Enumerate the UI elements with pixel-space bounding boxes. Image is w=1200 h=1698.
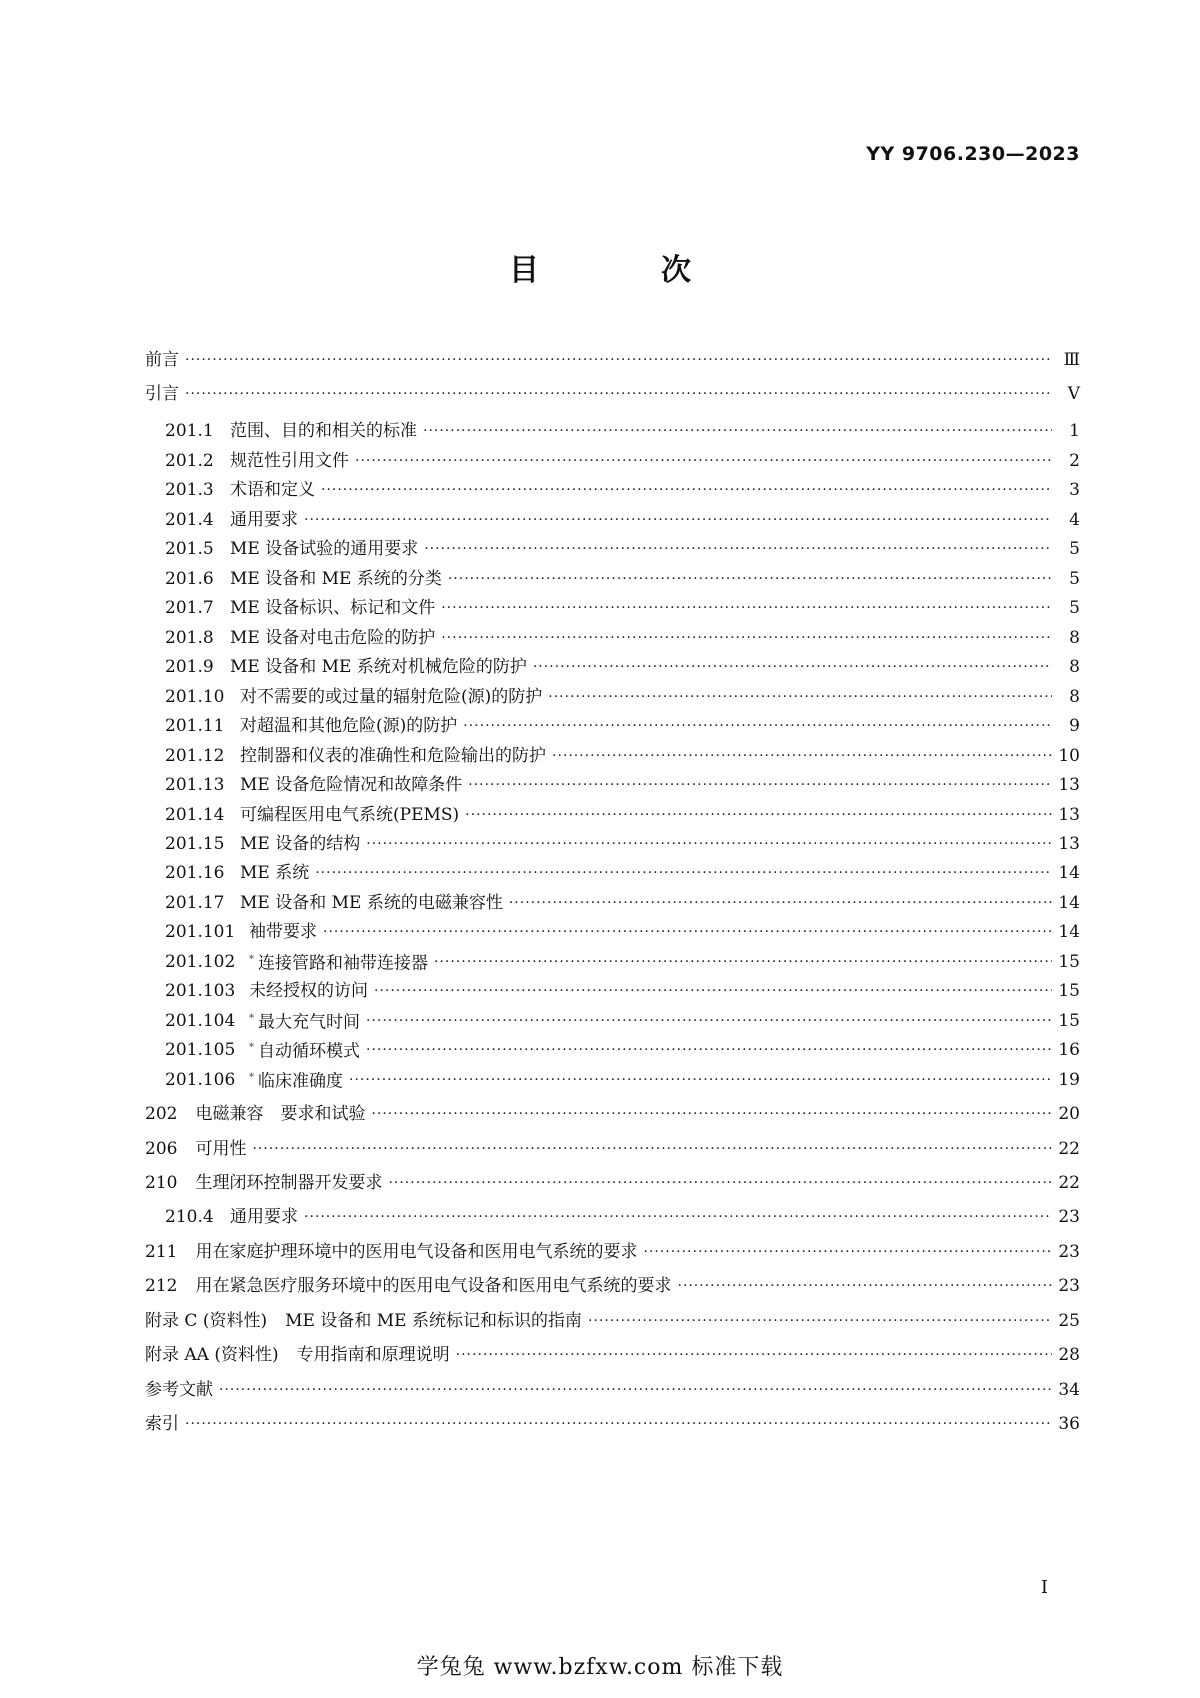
toc-entry[interactable]: [165, 829, 1080, 859]
toc-entry[interactable]: [165, 947, 1080, 977]
toc-entry-title: [145, 1409, 179, 1439]
toc-entry-title: [230, 593, 435, 623]
toc-entry-text: 对超温和其他危险(源)的防护: [240, 716, 458, 736]
toc-entry-title: [145, 379, 179, 409]
toc-entry-page: 8: [1069, 687, 1080, 707]
toc-entry-title: [230, 416, 417, 446]
toc-entry-page: 23: [1058, 1207, 1080, 1227]
toc-entry-page: 10: [1058, 746, 1080, 766]
toc-entry-text: 生理闭环控制器开发要求: [195, 1173, 383, 1193]
toc-entry-page: 28: [1058, 1345, 1080, 1365]
dot-leader: [304, 505, 1052, 535]
dot-leader: [323, 917, 1052, 947]
toc-entry-page: 16: [1058, 1040, 1080, 1060]
toc-entry-title: [195, 1168, 382, 1198]
toc-entry-number: 201.13: [165, 775, 225, 795]
toc-entry-text: 通用要求: [230, 1207, 298, 1227]
toc-entry[interactable]: [145, 1134, 1080, 1164]
toc-entry[interactable]: [165, 1065, 1080, 1095]
toc-entry-number: 201.8: [165, 628, 214, 648]
toc-entry[interactable]: [165, 1006, 1080, 1036]
toc-entry-title: [230, 564, 442, 594]
toc-entry[interactable]: [165, 593, 1080, 623]
dot-leader: [315, 858, 1052, 888]
toc-entry-text: 引言: [145, 384, 179, 404]
toc-entry-page: 3: [1069, 480, 1080, 500]
toc-entry-text: 用在家庭护理环境中的医用电气设备和医用电气系统的要求: [195, 1242, 638, 1262]
toc-entry-title: [249, 976, 368, 1006]
toc-entry-title: [195, 1271, 671, 1301]
asterisk-mark-icon: *: [249, 1072, 254, 1084]
dot-leader: [304, 1202, 1052, 1232]
toc-entry-number: 201.101: [165, 922, 236, 942]
dot-leader: [677, 1271, 1052, 1301]
toc-entry-page: 20: [1058, 1104, 1080, 1124]
toc-entry-title: [240, 858, 309, 888]
toc-entry-number: 201.15: [165, 834, 225, 854]
toc-entry-text: 临床准确度: [258, 1071, 343, 1092]
toc-entry-title: [230, 446, 349, 476]
toc-entry[interactable]: [145, 345, 1080, 375]
toc-entry-number: 201.103: [165, 981, 236, 1001]
dot-leader: [321, 475, 1052, 505]
toc-entry[interactable]: [165, 858, 1080, 888]
toc-entry-number: 201.102: [165, 952, 236, 972]
toc-entry-title: [230, 505, 298, 535]
toc-entry-number: 201.5: [165, 539, 214, 559]
dot-leader: [533, 652, 1052, 682]
asterisk-mark-icon: *: [249, 1013, 254, 1025]
toc-entry-text: 自动循环模式: [258, 1041, 360, 1062]
toc-entry[interactable]: [145, 1306, 1080, 1336]
toc-entry-page: 5: [1069, 569, 1080, 589]
toc-entry-title: [230, 652, 527, 682]
toc-entry[interactable]: [165, 652, 1080, 682]
toc-entry-page: 4: [1069, 510, 1080, 530]
toc-entry-page: 23: [1058, 1276, 1080, 1296]
toc-entry-page: 5: [1069, 598, 1080, 618]
dot-leader: [252, 1134, 1052, 1164]
dot-leader: [366, 1006, 1052, 1036]
toc-entry-number: 201.17: [165, 893, 225, 913]
toc-entry[interactable]: [145, 1237, 1080, 1267]
toc-entry-number: 201.4: [165, 510, 214, 530]
toc-entry[interactable]: [165, 534, 1080, 564]
toc-entry-title: [285, 1306, 582, 1336]
asterisk-mark-icon: *: [249, 954, 254, 966]
toc-entry-text: ME 系统: [240, 863, 310, 883]
toc-entry-page: 13: [1058, 834, 1080, 854]
dot-leader: [468, 770, 1052, 800]
toc-entry-title: [240, 800, 459, 830]
toc-entry-number: 201.11: [165, 716, 225, 736]
toc-entry-text: ME 设备试验的通用要求: [230, 539, 419, 559]
toc-entry-text: ME 设备标识、标记和文件: [230, 598, 436, 618]
standard-code: YY 9706.230—2023: [866, 143, 1080, 165]
toc-entry[interactable]: [165, 976, 1080, 1006]
dot-leader: [349, 1065, 1052, 1095]
toc-entry-number: 201.16: [165, 863, 225, 883]
toc-entry-text: 袖带要求: [249, 922, 317, 942]
toc-entry-text: 规范性引用文件: [230, 451, 349, 471]
toc-entry-title: [297, 1340, 450, 1370]
toc-entry[interactable]: [165, 505, 1080, 535]
dot-leader: [366, 1035, 1052, 1065]
toc-entry-title: [195, 1237, 637, 1267]
toc-entry-text: 参考文献: [145, 1380, 213, 1400]
toc-entry-text: 电磁兼容 要求和试验: [195, 1104, 366, 1124]
toc-entry[interactable]: [165, 888, 1080, 918]
dot-leader: [434, 947, 1052, 977]
toc-entry-title: [249, 945, 428, 979]
toc-entry[interactable]: [145, 1271, 1080, 1301]
toc-entry-page: 22: [1058, 1173, 1080, 1193]
toc-entry[interactable]: [145, 1168, 1080, 1198]
toc-entry-text: 最大充气时间: [258, 1012, 360, 1033]
toc-entry-title: [230, 1202, 298, 1232]
toc-entry-page: Ⅲ: [1063, 350, 1080, 370]
toc-entry[interactable]: [165, 1202, 1080, 1232]
toc-entry-title: [230, 475, 315, 505]
dot-leader: [366, 829, 1052, 859]
toc-entry[interactable]: [145, 379, 1080, 409]
toc-entry-text: 控制器和仪表的准确性和危险输出的防护: [240, 746, 546, 766]
toc-entry-page: 15: [1058, 1011, 1080, 1031]
toc-entry-title: [240, 888, 503, 918]
toc-entry-title: [240, 741, 546, 771]
toc-entry-number: 201.2: [165, 451, 214, 471]
dot-leader: [456, 1340, 1052, 1370]
toc-entry-number: 201.104: [165, 1011, 236, 1031]
dot-leader: [355, 446, 1052, 476]
toc-entry-number: 206: [145, 1139, 178, 1159]
toc-entry-number: 附录 C (资料性): [145, 1311, 268, 1331]
toc-entry[interactable]: [165, 917, 1080, 947]
toc-entry[interactable]: [165, 800, 1080, 830]
toc-entry-title: [145, 1375, 213, 1405]
toc-entry-number: 201.106: [165, 1070, 236, 1090]
toc-entry-page: 25: [1058, 1311, 1080, 1331]
toc-entry-text: 连接管路和袖带连接器: [258, 953, 428, 974]
toc-entry-number: 201.7: [165, 598, 214, 618]
toc-entry-title: [240, 711, 457, 741]
toc-entry-text: ME 设备对电击危险的防护: [230, 628, 436, 648]
toc-entry-text: 术语和定义: [230, 480, 315, 500]
toc-entry-page: 8: [1069, 628, 1080, 648]
toc-entry[interactable]: [165, 1035, 1080, 1065]
toc-entry[interactable]: [145, 1375, 1080, 1405]
toc-entry-text: 可用性: [195, 1139, 247, 1159]
dot-leader: [371, 1099, 1052, 1129]
toc-entry-page: 14: [1058, 863, 1080, 883]
toc-entry-number: 201.12: [165, 746, 225, 766]
dot-leader: [465, 800, 1052, 830]
toc-entry[interactable]: [165, 741, 1080, 771]
toc-entry-page: 13: [1058, 775, 1080, 795]
toc-entry-text: ME 设备和 ME 系统的电磁兼容性: [240, 893, 503, 913]
toc-entry-text: 用在紧急医疗服务环境中的医用电气设备和医用电气系统的要求: [195, 1276, 672, 1296]
toc-entry-page: 2: [1069, 451, 1080, 471]
toc-entry-page: Ⅴ: [1067, 384, 1080, 404]
toc-entry-number: 210: [145, 1173, 178, 1193]
toc-entry-number: 211: [145, 1242, 178, 1262]
toc-entry-title: [145, 345, 179, 375]
toc-entry[interactable]: [165, 770, 1080, 800]
dot-leader: [388, 1168, 1052, 1198]
toc-entry-title: [240, 829, 360, 859]
dot-leader: [548, 682, 1052, 712]
toc-entry-number: 212: [145, 1276, 178, 1296]
dot-leader: [448, 564, 1052, 594]
toc-entry[interactable]: [165, 623, 1080, 653]
toc-entry-number: 201.9: [165, 657, 214, 677]
toc-entry[interactable]: [145, 1340, 1080, 1370]
dot-leader: [185, 345, 1052, 375]
toc-entry[interactable]: [145, 1409, 1080, 1439]
dot-leader: [423, 416, 1052, 446]
toc-entry-page: 19: [1058, 1070, 1080, 1090]
toc-entry-page: 1: [1069, 421, 1080, 441]
toc-entry[interactable]: [165, 416, 1080, 446]
page-number: Ⅰ: [1040, 1577, 1048, 1598]
toc-entry-text: ME 设备和 ME 系统标记和标识的指南: [285, 1311, 582, 1331]
toc-entry-page: 8: [1069, 657, 1080, 677]
toc-entry-title: [240, 682, 542, 712]
toc-entry-title: [249, 1063, 343, 1097]
toc-entry-page: 15: [1058, 981, 1080, 1001]
toc-entry-text: 范围、目的和相关的标准: [230, 421, 417, 441]
toc-entry-page: 13: [1058, 805, 1080, 825]
dot-leader: [441, 623, 1052, 653]
toc-entry-title: [230, 534, 418, 564]
toc-entry[interactable]: [145, 1099, 1080, 1129]
toc-entry-page: 9: [1069, 716, 1080, 736]
dot-leader: [463, 711, 1052, 741]
footer-watermark: 学兔兔 www.bzfxw.com 标准下载: [416, 1655, 784, 1680]
toc-entry-number: 201.105: [165, 1040, 236, 1060]
toc-entry[interactable]: [165, 446, 1080, 476]
toc-entry-number: 201.1: [165, 421, 214, 441]
toc-entry-number: 201.14: [165, 805, 225, 825]
toc-entry-page: 14: [1058, 893, 1080, 913]
dot-leader: [219, 1375, 1052, 1405]
toc-entry-page: 36: [1058, 1414, 1080, 1434]
toc-entry-text: ME 设备的结构: [240, 834, 361, 854]
toc-entry[interactable]: [165, 564, 1080, 594]
toc-entry-number: 201.10: [165, 687, 225, 707]
toc-entry[interactable]: [165, 711, 1080, 741]
page-title: 目 次: [509, 253, 737, 288]
toc-entry-text: 前言: [145, 350, 179, 370]
toc-entry[interactable]: [165, 475, 1080, 505]
dot-leader: [588, 1306, 1052, 1336]
dot-leader: [441, 593, 1052, 623]
dot-leader: [424, 534, 1052, 564]
toc-entry-title: [240, 770, 462, 800]
asterisk-mark-icon: *: [249, 1042, 254, 1054]
toc-entry-number: 201.6: [165, 569, 214, 589]
toc-entry-text: ME 设备和 ME 系统对机械危险的防护: [230, 657, 527, 677]
toc-entry-page: 23: [1058, 1242, 1080, 1262]
dot-leader: [552, 741, 1052, 771]
toc-entry-text: ME 设备和 ME 系统的分类: [230, 569, 442, 589]
toc-entry[interactable]: [165, 682, 1080, 712]
toc-entry-page: 14: [1058, 922, 1080, 942]
toc-entry-title: [249, 1033, 360, 1067]
toc-entry-text: 通用要求: [230, 510, 298, 530]
toc-entry-title: [230, 623, 435, 653]
toc-entry-number: 202: [145, 1104, 178, 1124]
toc-entry-text: 未经授权的访问: [249, 981, 368, 1001]
toc-entry-page: 22: [1058, 1139, 1080, 1159]
toc-entry-text: 索引: [145, 1414, 179, 1434]
toc-entry-title: [195, 1099, 365, 1129]
dot-leader: [185, 1409, 1052, 1439]
toc-entry-text: 对不需要的或过量的辐射危险(源)的防护: [240, 687, 543, 707]
toc-entry-number: 210.4: [165, 1207, 214, 1227]
toc-entry-title: [249, 917, 317, 947]
toc-entry-text: ME 设备危险情况和故障条件: [240, 775, 463, 795]
toc-entry-text: 专用指南和原理说明: [296, 1345, 450, 1365]
dot-leader: [374, 976, 1052, 1006]
dot-leader: [185, 379, 1052, 409]
toc-entry-page: 15: [1058, 952, 1080, 972]
toc-entry-number: 附录 AA (资料性): [145, 1345, 279, 1365]
toc-entry-title: [195, 1134, 246, 1164]
toc-entry-page: 5: [1069, 539, 1080, 559]
dot-leader: [643, 1237, 1052, 1267]
toc-entry-number: 201.3: [165, 480, 214, 500]
dot-leader: [509, 888, 1052, 918]
toc-entry-text: 可编程医用电气系统(PEMS): [240, 805, 460, 825]
toc-entry-page: 34: [1058, 1380, 1080, 1400]
